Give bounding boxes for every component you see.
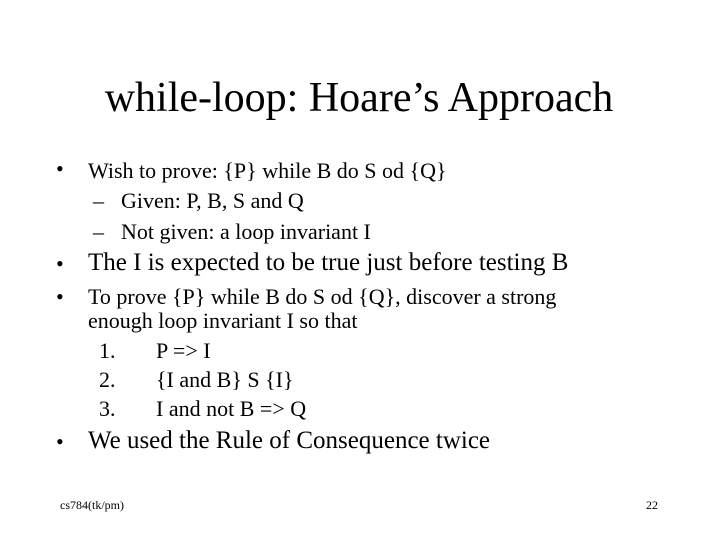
- bullet-3-line-1: To prove {P} while B do S od {Q}, discover a strong: [88, 284, 557, 309]
- dash-marker: –: [93, 219, 104, 244]
- bullet-marker: •: [56, 429, 64, 454]
- step-number: 3.: [99, 396, 116, 421]
- step-number: 1.: [99, 338, 116, 363]
- bullet-3-line-2: enough loop invariant I so that: [88, 308, 358, 333]
- bullet-4-text: We used the Rule of Consequence twice: [88, 427, 491, 454]
- bullet-marker: •: [56, 251, 64, 276]
- bullet-marker: •: [56, 156, 64, 181]
- sub-bullet-given: Given: P, B, S and Q: [121, 188, 304, 213]
- step-text: {I and B} S {I}: [156, 367, 294, 392]
- footer-label: cs784(tk/pm): [60, 498, 124, 512]
- bullet-2-text: The I is expected to be true just before testing B: [88, 249, 569, 276]
- bullet-marker: •: [56, 284, 64, 309]
- page-number: 22: [646, 498, 658, 512]
- dash-marker: –: [93, 188, 104, 213]
- slide-title: while-loop: Hoare’s Approach: [104, 75, 614, 121]
- step-number: 2.: [99, 367, 116, 392]
- bullet-1-text: Wish to prove: {P} while B do S od {Q}: [88, 158, 447, 183]
- sub-bullet-not-given: Not given: a loop invariant I: [121, 219, 371, 244]
- step-text: I and not B => Q: [156, 396, 307, 421]
- step-text: P => I: [156, 338, 211, 363]
